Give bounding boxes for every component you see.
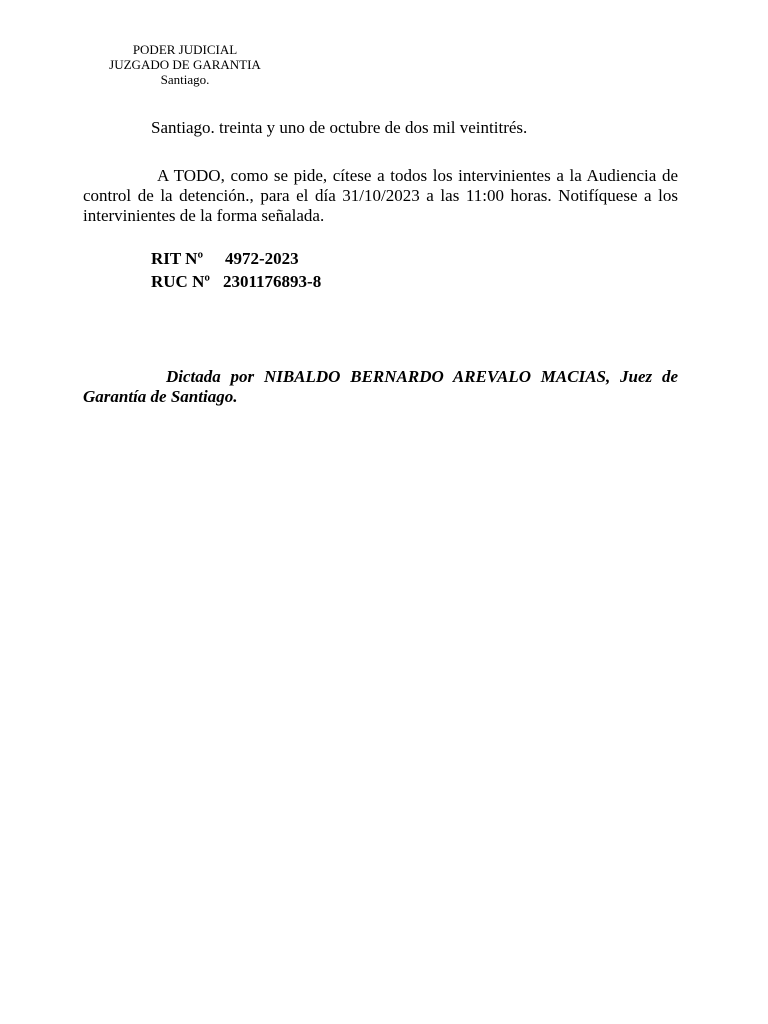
signature-paragraph xyxy=(83,367,678,407)
ruc-value: 2301176893-8 xyxy=(223,272,322,291)
resolution-text: A TODO, como se pide, cítese a todos los intervinientes a la Audiencia de control de la detención., para el día 31/10/2023 a las 11:00 horas. Notifíquese a los intervinientes de la forma señalada. xyxy=(83,166,678,225)
header-line-2: JUZGADO DE GARANTIA xyxy=(109,57,261,72)
ruc-label: RUC Nº xyxy=(151,272,210,291)
ruc-row xyxy=(151,270,321,293)
signature-text: Dictada por NIBALDO BERNARDO AREVALO MACIAS, Juez de Garantía de Santiago. xyxy=(83,367,678,406)
court-header xyxy=(100,42,270,87)
rit-value: 4972-2023 xyxy=(225,249,299,268)
resolution-paragraph xyxy=(83,166,678,226)
header-line-1: PODER JUDICIAL xyxy=(132,42,238,57)
rit-label: RIT Nº xyxy=(151,249,204,268)
case-codes xyxy=(151,247,321,293)
header-line-3: Santiago. xyxy=(160,72,210,87)
rit-row xyxy=(151,247,321,270)
date-line: Santiago. treinta y uno de octubre de dos mil veintitrés. xyxy=(151,118,528,137)
